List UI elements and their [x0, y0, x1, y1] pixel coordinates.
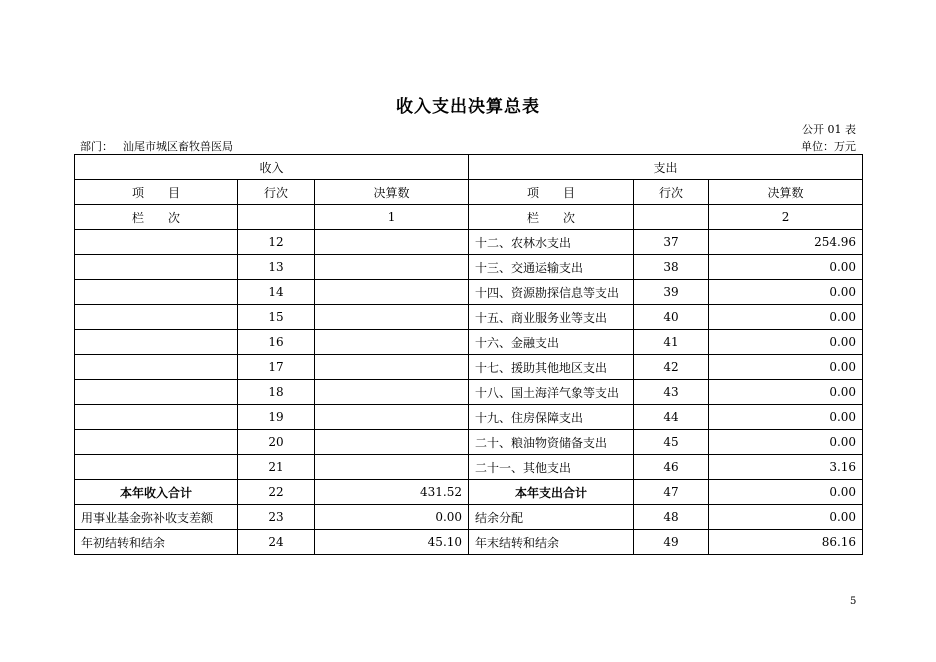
expense-row-no-cell: 43 [634, 380, 709, 405]
income-row-no-cell: 23 [238, 505, 315, 530]
expense-item-cell: 十八、国土海洋气象等支出 [469, 380, 634, 405]
expense-row-no-cell: 37 [634, 230, 709, 255]
expense-lanci-empty [634, 205, 709, 230]
expense-amount-cell: 0.00 [709, 405, 863, 430]
income-item-cell: 本年收入合计 [75, 480, 238, 505]
table-row [75, 455, 863, 480]
expense-row-no-cell: 45 [634, 430, 709, 455]
expense-item-cell: 结余分配 [469, 505, 634, 530]
header-row-columns [75, 180, 863, 205]
expense-item-cell: 十九、住房保障支出 [469, 405, 634, 430]
income-amount-cell [315, 305, 469, 330]
table-row [75, 355, 863, 380]
income-column-number: 1 [315, 205, 469, 230]
income-row-no-cell: 18 [238, 380, 315, 405]
expense-amount-cell: 0.00 [709, 330, 863, 355]
income-row-no-cell: 16 [238, 330, 315, 355]
income-amount-cell [315, 230, 469, 255]
table-row [75, 405, 863, 430]
expense-amount-cell: 0.00 [709, 280, 863, 305]
income-row-no-cell: 14 [238, 280, 315, 305]
income-amount-cell [315, 430, 469, 455]
expense-item-cell: 十五、商业服务业等支出 [469, 305, 634, 330]
income-amount-cell: 0.00 [315, 505, 469, 530]
expense-row-no-cell: 40 [634, 305, 709, 330]
expense-row-no-cell: 47 [634, 480, 709, 505]
income-amount-cell: 431.52 [315, 480, 469, 505]
page-title: 收入支出决算总表 [396, 97, 540, 117]
expense-amount-cell: 0.00 [709, 505, 863, 530]
income-row-no-cell: 12 [238, 230, 315, 255]
income-row-no-cell: 17 [238, 355, 315, 380]
table-row [75, 280, 863, 305]
table-row [75, 380, 863, 405]
budget-summary-table [74, 154, 863, 555]
expense-amount-cell: 0.00 [709, 305, 863, 330]
table-row [75, 530, 863, 555]
table-row [75, 230, 863, 255]
income-item-cell: 年初结转和结余 [75, 530, 238, 555]
income-item-cell [75, 355, 238, 380]
table-row [75, 255, 863, 280]
expense-item-cell: 二十一、其他支出 [469, 455, 634, 480]
income-lanci-empty [238, 205, 315, 230]
table-row [75, 505, 863, 530]
income-row-no-header: 行次 [238, 180, 315, 205]
expense-amount-cell: 0.00 [709, 380, 863, 405]
expense-row-no-cell: 49 [634, 530, 709, 555]
expense-row-no-cell: 42 [634, 355, 709, 380]
income-row-no-cell: 20 [238, 430, 315, 455]
expense-amount-cell: 254.96 [709, 230, 863, 255]
income-row-no-cell: 19 [238, 405, 315, 430]
expense-item-cell: 十三、交通运输支出 [469, 255, 634, 280]
expense-item-cell: 年末结转和结余 [469, 530, 634, 555]
expense-item-cell: 十六、金融支出 [469, 330, 634, 355]
expense-amount-cell: 0.00 [709, 480, 863, 505]
expense-lanci-label: 栏 次 [469, 205, 634, 230]
expense-item-header: 项 目 [469, 180, 634, 205]
income-item-cell [75, 230, 238, 255]
income-item-cell [75, 455, 238, 480]
expense-section-header: 支出 [469, 155, 863, 180]
expense-row-no-cell: 44 [634, 405, 709, 430]
expense-amount-cell: 0.00 [709, 355, 863, 380]
income-row-no-cell: 15 [238, 305, 315, 330]
expense-item-cell: 十四、资源勘探信息等支出 [469, 280, 634, 305]
income-amount-cell [315, 405, 469, 430]
table-row [75, 305, 863, 330]
income-row-no-cell: 24 [238, 530, 315, 555]
expense-item-cell: 本年支出合计 [469, 480, 634, 505]
expense-row-no-cell: 38 [634, 255, 709, 280]
expense-amount-cell: 3.16 [709, 455, 863, 480]
table-row [75, 330, 863, 355]
income-amount-cell [315, 455, 469, 480]
unit-label: 单位：万元 [801, 140, 856, 153]
expense-row-no-cell: 48 [634, 505, 709, 530]
expense-amount-cell: 0.00 [709, 430, 863, 455]
department-line [80, 138, 233, 154]
expense-row-no-cell: 46 [634, 455, 709, 480]
income-item-cell [75, 380, 238, 405]
expense-amount-cell: 0.00 [709, 255, 863, 280]
income-amount-cell [315, 380, 469, 405]
income-amount-cell [315, 280, 469, 305]
income-lanci-label: 栏 次 [75, 205, 238, 230]
income-amount-cell [315, 330, 469, 355]
expense-item-cell: 十二、农林水支出 [469, 230, 634, 255]
income-item-cell [75, 255, 238, 280]
header-row-sections [75, 155, 863, 180]
income-amount-cell: 45.10 [315, 530, 469, 555]
income-section-header: 收入 [75, 155, 469, 180]
income-item-cell [75, 280, 238, 305]
table-row [75, 430, 863, 455]
expense-item-cell: 二十、粮油物资储备支出 [469, 430, 634, 455]
expense-column-number: 2 [709, 205, 863, 230]
header-row-column-index [75, 205, 863, 230]
table-row [75, 480, 863, 505]
income-row-no-cell: 22 [238, 480, 315, 505]
expense-row-no-cell: 39 [634, 280, 709, 305]
income-item-cell [75, 430, 238, 455]
expense-amount-cell: 86.16 [709, 530, 863, 555]
expense-item-cell: 十七、援助其他地区支出 [469, 355, 634, 380]
expense-amount-header: 决算数 [709, 180, 863, 205]
department-label: 部门： [80, 140, 113, 153]
income-amount-header: 决算数 [315, 180, 469, 205]
income-item-header: 项 目 [75, 180, 238, 205]
income-item-cell [75, 330, 238, 355]
income-row-no-cell: 13 [238, 255, 315, 280]
expense-row-no-header: 行次 [634, 180, 709, 205]
expense-row-no-cell: 41 [634, 330, 709, 355]
income-amount-cell [315, 355, 469, 380]
department-name: 汕尾市城区畜牧兽医局 [123, 140, 233, 153]
form-number: 公开 01 表 [802, 123, 856, 136]
income-item-cell: 用事业基金弥补收支差额 [75, 505, 238, 530]
income-item-cell [75, 405, 238, 430]
page-number: 5 [850, 596, 857, 607]
income-item-cell [75, 305, 238, 330]
income-amount-cell [315, 255, 469, 280]
income-row-no-cell: 21 [238, 455, 315, 480]
